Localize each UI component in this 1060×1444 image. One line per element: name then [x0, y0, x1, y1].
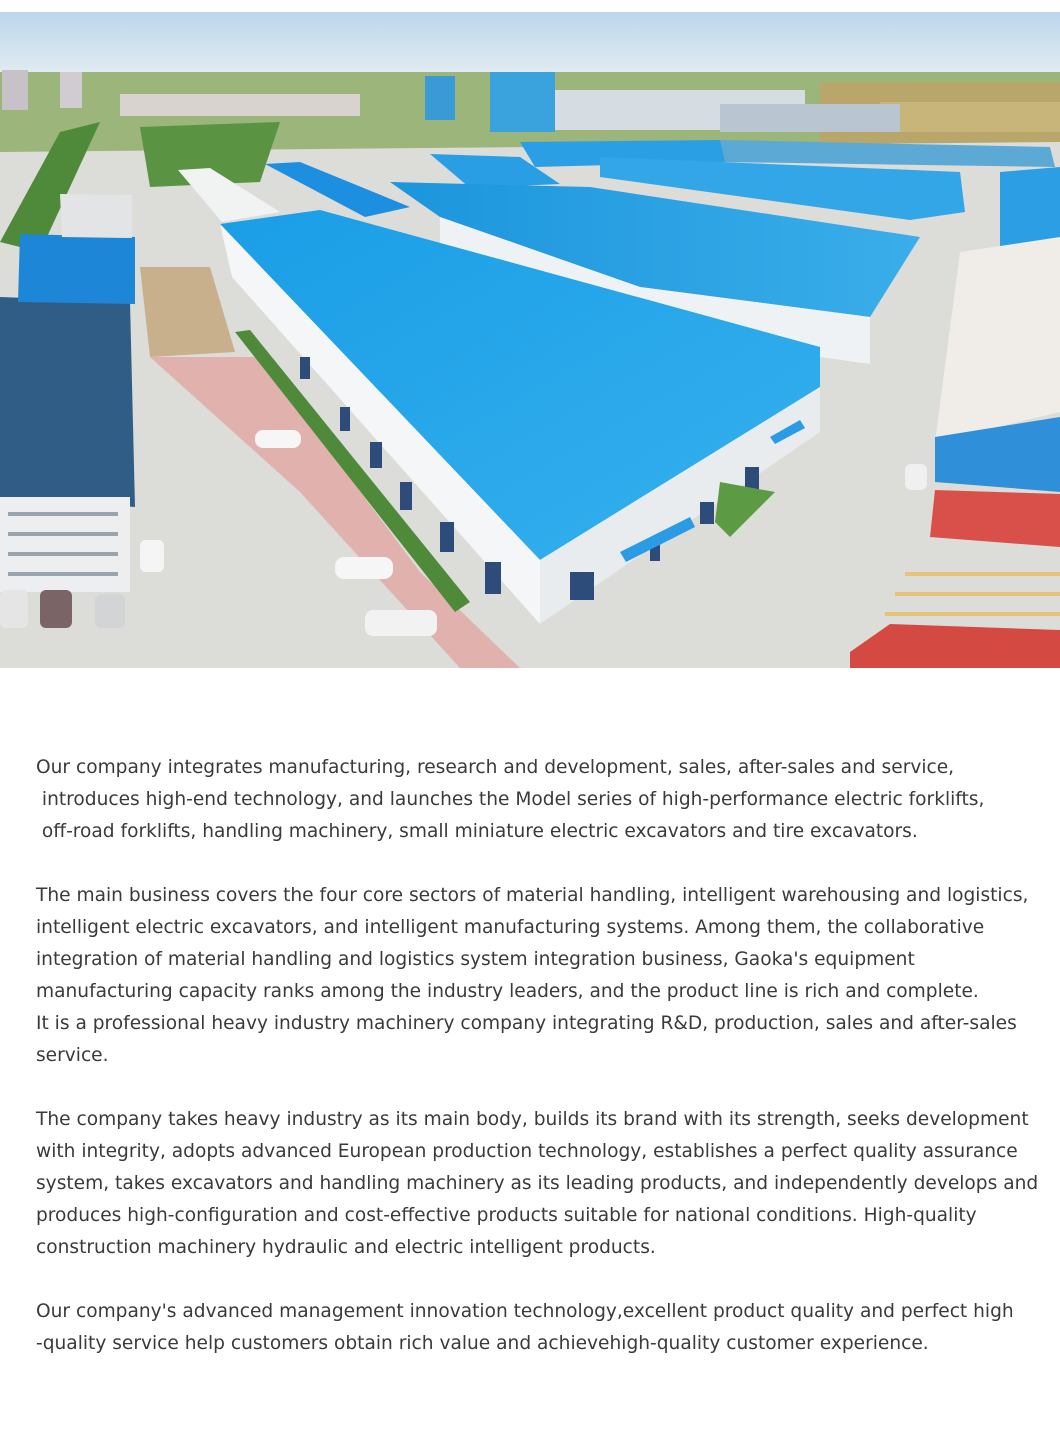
text-line: system, takes excavators and handling machinery as its leading products, and independently develops and	[36, 1173, 1039, 1194]
text-line: Our company's advanced management innovation technology,excellent product quality and perfect high	[36, 1301, 1014, 1322]
intro-paragraph	[36, 752, 1046, 848]
text-line: introduces high-end technology, and launches the Model series of high-performance electric forklifts,	[36, 789, 985, 810]
text-line: intelligent electric excavators, and intelligent manufacturing systems. Among them, the collaborative	[36, 917, 985, 938]
text-line: with integrity, adopts advanced European production technology, establishes a perfect quality assurance	[36, 1141, 1018, 1162]
dark-roof-building	[0, 297, 135, 507]
strategy-paragraph	[36, 1104, 1046, 1264]
text-line: The company takes heavy industry as its main body, builds its brand with its strength, seeks development	[36, 1109, 1029, 1130]
red-roof-building	[930, 490, 1060, 547]
text-line: service.	[36, 1045, 109, 1066]
sky	[0, 12, 1060, 82]
text-line: -quality service help customers obtain rich value and achievehigh-quality customer experience.	[36, 1333, 929, 1354]
factory-aerial-illustration	[0, 12, 1060, 668]
text-line: Our company integrates manufacturing, research and development, sales, after-sales and service,	[36, 757, 955, 778]
text-line: construction machinery hydraulic and electric intelligent products.	[36, 1237, 656, 1258]
text-line: integration of material handling and logistics system integration business, Gaoka's equipment	[36, 949, 915, 970]
company-description	[36, 752, 1046, 1392]
management-paragraph	[36, 1296, 1046, 1360]
text-line: off-road forklifts, handling machinery, small miniature electric excavators and tire excavators.	[36, 821, 918, 842]
business-paragraph	[36, 880, 1046, 1072]
distant-tower	[2, 70, 28, 110]
text-line: The main business covers the four core sectors of material handling, intelligent warehousing and logistics,	[36, 885, 1029, 906]
text-line: produces high-configuration and cost-effective products suitable for national conditions. High-quality	[36, 1205, 977, 1226]
factory-aerial-photo	[0, 12, 1060, 668]
text-line: It is a professional heavy industry machinery company integrating R&D, production, sales and after-sales	[36, 1013, 1017, 1034]
text-line: manufacturing capacity ranks among the industry leaders, and the product line is rich and complete.	[36, 981, 979, 1002]
